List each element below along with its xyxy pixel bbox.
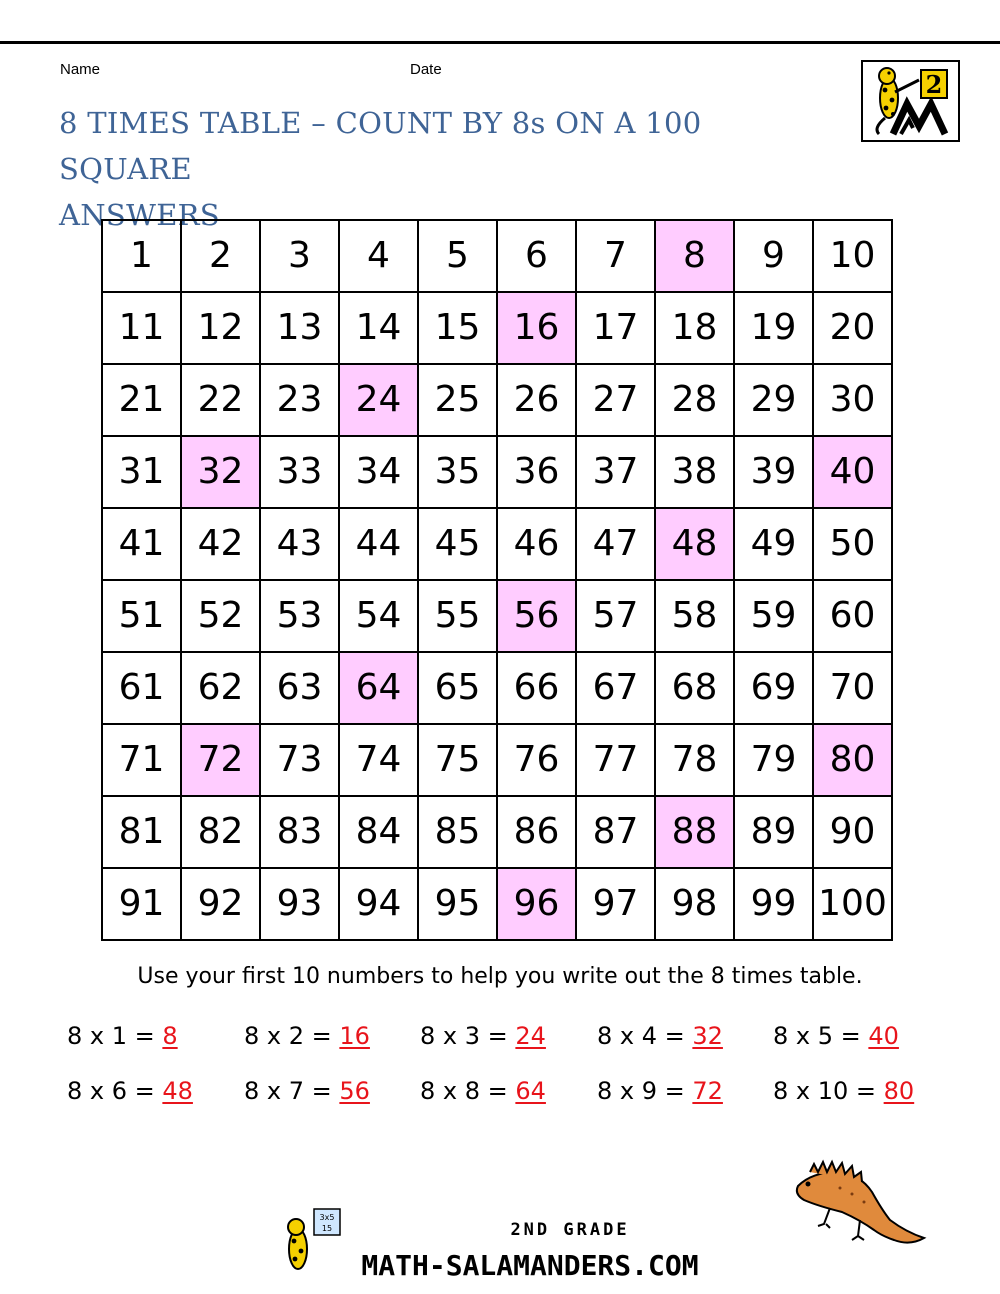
grid-cell: 93 [260, 868, 339, 940]
grid-cell: 52 [181, 580, 260, 652]
grid-cell: 39 [734, 436, 813, 508]
grid-cell: 49 [734, 508, 813, 580]
grid-cell-highlighted: 64 [339, 652, 418, 724]
grid-cell-highlighted: 88 [655, 796, 734, 868]
grid-cell: 58 [655, 580, 734, 652]
fact-question: 8 x 9 = [597, 1077, 693, 1105]
grid-cell: 36 [497, 436, 576, 508]
fact-question: 8 x 7 = [244, 1077, 340, 1105]
grid-row [102, 292, 892, 364]
grid-cell: 68 [655, 652, 734, 724]
fact-question: 8 x 6 = [67, 1077, 163, 1105]
grid-cell: 35 [418, 436, 497, 508]
grid-cell: 78 [655, 724, 734, 796]
grid-cell: 42 [181, 508, 260, 580]
grid-cell: 7 [576, 220, 655, 292]
fact-question: 8 x 3 = [420, 1022, 516, 1050]
grid-cell: 54 [339, 580, 418, 652]
grade-logo [861, 60, 960, 142]
grid-row [102, 364, 892, 436]
grid-cell: 99 [734, 868, 813, 940]
grid-cell: 22 [181, 364, 260, 436]
fact-answer: 40 [868, 1022, 899, 1050]
grid-cell-highlighted: 32 [181, 436, 260, 508]
grid-cell: 74 [339, 724, 418, 796]
times-fact [420, 1022, 546, 1050]
grid-cell: 69 [734, 652, 813, 724]
hundred-square [101, 219, 893, 941]
grid-cell: 25 [418, 364, 497, 436]
grid-cell: 28 [655, 364, 734, 436]
grid-cell: 86 [497, 796, 576, 868]
grid-row [102, 796, 892, 868]
instruction-text: Use your first 10 numbers to help you write out the 8 times table. [137, 964, 863, 989]
grid-cell: 31 [102, 436, 181, 508]
name-label: Name [60, 61, 101, 78]
grid-cell-highlighted: 80 [813, 724, 892, 796]
grid-cell: 65 [418, 652, 497, 724]
grid-cell: 71 [102, 724, 181, 796]
grid-cell: 91 [102, 868, 181, 940]
grid-cell: 57 [576, 580, 655, 652]
grid-cell: 87 [576, 796, 655, 868]
grid-cell: 21 [102, 364, 181, 436]
grid-cell-highlighted: 24 [339, 364, 418, 436]
grid-cell: 95 [418, 868, 497, 940]
grid-cell: 51 [102, 580, 181, 652]
grid-cell: 27 [576, 364, 655, 436]
grid-cell: 55 [418, 580, 497, 652]
grid-cell: 79 [734, 724, 813, 796]
grid-cell: 38 [655, 436, 734, 508]
grid-cell: 92 [181, 868, 260, 940]
grid-cell: 11 [102, 292, 181, 364]
grid-row [102, 580, 892, 652]
grid-cell: 73 [260, 724, 339, 796]
fact-answer: 56 [339, 1077, 370, 1105]
grid-cell: 85 [418, 796, 497, 868]
grid-cell: 83 [260, 796, 339, 868]
grid-cell: 50 [813, 508, 892, 580]
grid-cell: 18 [655, 292, 734, 364]
grid-cell-highlighted: 96 [497, 868, 576, 940]
fact-question: 8 x 2 = [244, 1022, 340, 1050]
title-line-1: 8 TIMES TABLE – COUNT BY 8s ON A 100 SQUARE [59, 106, 702, 186]
grid-cell: 30 [813, 364, 892, 436]
page-title [59, 100, 819, 238]
title-line-2: ANSWERS [59, 198, 220, 232]
times-fact [244, 1022, 370, 1050]
fact-question: 8 x 10 = [773, 1077, 884, 1105]
grid-cell: 15 [418, 292, 497, 364]
grid-cell: 45 [418, 508, 497, 580]
times-fact [597, 1077, 723, 1105]
grid-cell-highlighted: 56 [497, 580, 576, 652]
logo-digit: 2 [925, 70, 943, 99]
grid-row [102, 508, 892, 580]
grid-cell: 94 [339, 868, 418, 940]
grid-cell: 67 [576, 652, 655, 724]
grid-cell-highlighted: 40 [813, 436, 892, 508]
math-salamanders-logo-icon [280, 1205, 730, 1285]
newt-illustration-icon [790, 1150, 930, 1260]
grid-cell: 13 [260, 292, 339, 364]
grid-cell-highlighted: 8 [655, 220, 734, 292]
grid-row [102, 724, 892, 796]
grid-cell: 12 [181, 292, 260, 364]
grid-cell: 14 [339, 292, 418, 364]
grid-cell: 4 [339, 220, 418, 292]
grid-cell-highlighted: 72 [181, 724, 260, 796]
grid-cell: 33 [260, 436, 339, 508]
fact-answer: 24 [515, 1022, 546, 1050]
fact-question: 8 x 5 = [773, 1022, 869, 1050]
grid-cell: 82 [181, 796, 260, 868]
grid-cell: 84 [339, 796, 418, 868]
times-fact [244, 1077, 370, 1105]
grid-cell: 26 [497, 364, 576, 436]
grid-cell: 2 [181, 220, 260, 292]
top-rule [0, 41, 1000, 44]
site-text: MATH-SALAMANDERS.COM [361, 1249, 699, 1282]
grid-cell: 10 [813, 220, 892, 292]
fact-answer: 8 [162, 1022, 178, 1050]
times-fact [67, 1077, 193, 1105]
grid-row [102, 436, 892, 508]
grid-cell: 60 [813, 580, 892, 652]
grid-cell: 77 [576, 724, 655, 796]
fact-answer: 80 [883, 1077, 915, 1105]
times-fact [420, 1077, 546, 1105]
grid-cell: 23 [260, 364, 339, 436]
grid-cell: 37 [576, 436, 655, 508]
grid-cell: 62 [181, 652, 260, 724]
grid-cell: 89 [734, 796, 813, 868]
grid-cell-highlighted: 16 [497, 292, 576, 364]
grid-cell: 66 [497, 652, 576, 724]
grid-row [102, 220, 892, 292]
grid-cell: 17 [576, 292, 655, 364]
grid-cell: 19 [734, 292, 813, 364]
grid-cell: 81 [102, 796, 181, 868]
fact-answer: 64 [515, 1077, 546, 1105]
grid-cell: 41 [102, 508, 181, 580]
grid-cell: 75 [418, 724, 497, 796]
board-text-2: 15 [321, 1224, 333, 1233]
grid-cell: 90 [813, 796, 892, 868]
grid-cell: 59 [734, 580, 813, 652]
times-fact [597, 1022, 723, 1050]
grid-cell: 34 [339, 436, 418, 508]
grid-cell: 46 [497, 508, 576, 580]
grid-cell: 61 [102, 652, 181, 724]
fact-question: 8 x 8 = [420, 1077, 516, 1105]
board-text-1: 3x5 [319, 1213, 335, 1222]
grid-cell: 100 [813, 868, 892, 940]
grid-cell: 76 [497, 724, 576, 796]
fact-answer: 72 [692, 1077, 723, 1105]
times-fact [67, 1022, 178, 1050]
grid-row [102, 652, 892, 724]
grid-cell: 70 [813, 652, 892, 724]
times-fact [773, 1077, 914, 1105]
grid-cell: 43 [260, 508, 339, 580]
fact-question: 8 x 4 = [597, 1022, 693, 1050]
grid-cell: 1 [102, 220, 181, 292]
grid-cell: 47 [576, 508, 655, 580]
grid-cell: 98 [655, 868, 734, 940]
grid-cell: 63 [260, 652, 339, 724]
grid-cell-highlighted: 48 [655, 508, 734, 580]
grid-row [102, 868, 892, 940]
date-label: Date [410, 61, 442, 78]
grid-cell: 29 [734, 364, 813, 436]
grid-cell: 20 [813, 292, 892, 364]
fact-answer: 48 [162, 1077, 193, 1105]
grid-cell: 53 [260, 580, 339, 652]
grid-cell: 97 [576, 868, 655, 940]
times-fact [773, 1022, 899, 1050]
salamander-logo-icon [863, 62, 958, 140]
fact-question: 8 x 1 = [67, 1022, 163, 1050]
grade-text: 2ND GRADE [510, 1220, 630, 1240]
grid-cell: 5 [418, 220, 497, 292]
grid-cell: 6 [497, 220, 576, 292]
fact-answer: 32 [692, 1022, 723, 1050]
footer-logo [280, 1205, 730, 1290]
grid-cell: 44 [339, 508, 418, 580]
grid-cell: 3 [260, 220, 339, 292]
fact-answer: 16 [339, 1022, 370, 1050]
grid-cell: 9 [734, 220, 813, 292]
